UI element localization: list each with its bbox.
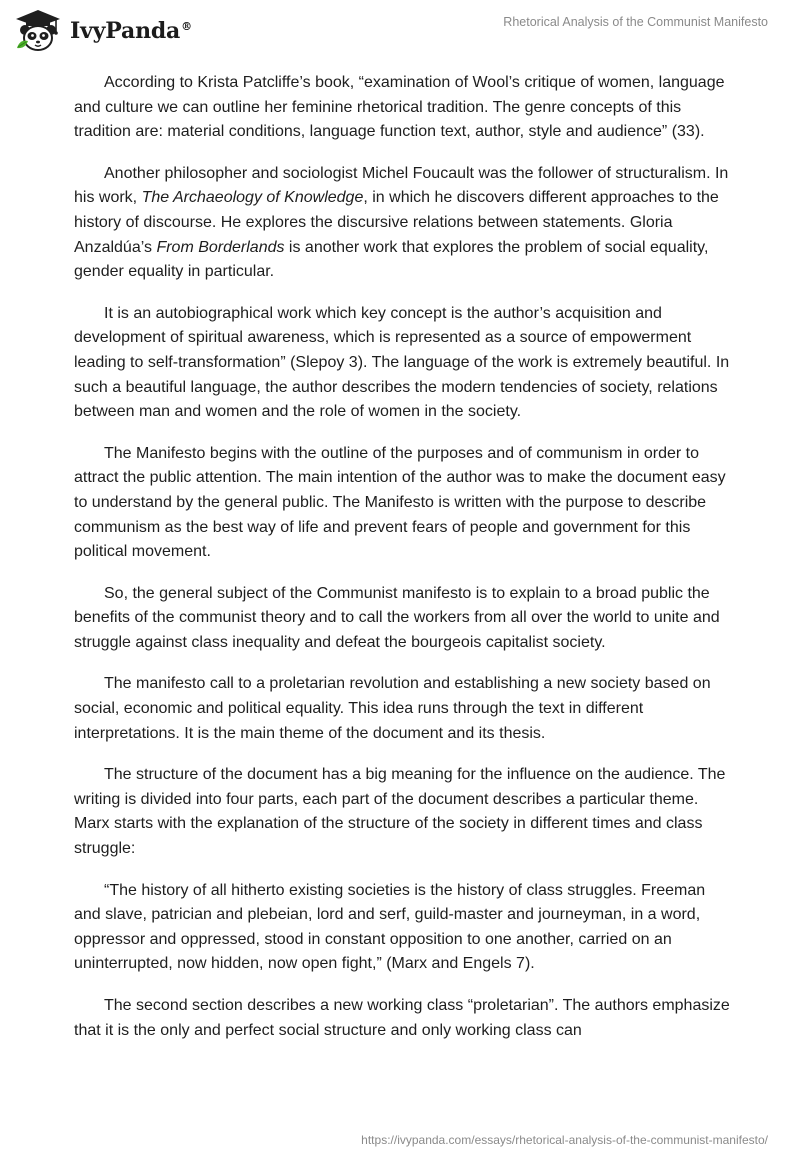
- block-quote-paragraph: [74, 879, 730, 977]
- body-paragraph: [74, 672, 730, 746]
- paragraph-text: The manifesto call to a proletarian revolution and establishing a new society based on social, economic and political equality. This idea runs through the text in different interpretations. It is the main theme of the document and its thesis.: [74, 675, 711, 742]
- source-url[interactable]: https://ivypanda.com/essays/rhetorical-analysis-of-the-communist-manifesto/: [361, 1133, 768, 1147]
- paragraph-text: , in which he discovers different approaches to the history of discourse. He explores the discursive relations between statements. Gloria Anzaldúa’s: [74, 189, 719, 256]
- paragraph-text: The second section describes a new working class “proletarian”. The authors emphasize that it is the only and perfect social structure and only working class can: [74, 997, 730, 1039]
- brand-name: IvyPanda®: [70, 18, 192, 44]
- body-paragraph: [74, 162, 730, 285]
- ivypanda-logo[interactable]: [14, 8, 192, 54]
- italic-title: From Borderlands: [156, 238, 285, 256]
- body-paragraph: [74, 442, 730, 565]
- italic-title: The Archaeology of Knowledge: [141, 189, 364, 207]
- paragraph-text: It is an autobiographical work which key concept is the author’s acquisition and development of spiritual awareness, which is represented as a source of empowerment leading to self-transformation” (Slepoy 3). The language of the work is extremely beautiful. In such a beautiful language, the author describes the modern tendencies of society, relations between man and women and the role of women in the society.: [74, 304, 730, 421]
- registered-mark: ®: [181, 19, 192, 33]
- body-paragraph: [74, 302, 730, 425]
- essay-body: [74, 71, 730, 1060]
- paragraph-text: is another work that explores the problem of social equality, gender equality in particular.: [74, 238, 709, 281]
- body-paragraph: [74, 71, 730, 145]
- body-paragraph: [74, 763, 730, 861]
- body-paragraph: [74, 994, 730, 1043]
- paragraph-text: Another philosopher and sociologist Michel Foucault was the follower of structuralism. In his work,: [74, 164, 729, 207]
- body-paragraph: [74, 582, 730, 656]
- paragraph-text: According to Krista Patcliffe’s book, “examination of Wool’s critique of women, language and culture we can outline her feminine rhetorical tradition. The genre concepts of this tradition are: material conditions, language function text, author, style and audience” (33).: [74, 74, 725, 141]
- paragraph-text: So, the general subject of the Communist manifesto is to explain to a broad public the benefits of the communist theory and to call the workers from all over the world to unite and struggle against class inequality and defeat the bourgeois capitalist society.: [74, 584, 720, 651]
- document-title: Rhetorical Analysis of the Communist Manifesto: [503, 15, 768, 29]
- paragraph-text: The Manifesto begins with the outline of the purposes and of communism in order to attract the public attention. The main intention of the author was to make the document easy to understand by the general public. The Manifesto is written with the purpose to describe communism as the best way of life and prevent fears of people and government for this political movement.: [74, 444, 726, 561]
- panda-graduation-icon: [14, 8, 62, 54]
- page-header: [0, 0, 800, 60]
- paragraph-text: “The history of all hitherto existing societies is the history of class struggles. Freeman and slave, patrician and plebeian, lord and serf, guild-master and journeyman, in a word, oppressor and oppressed, stood in constant opposition to one another, carried on an uninterrupted, now hidden, now open fight,” (Marx and Engels 7).: [74, 881, 706, 973]
- paragraph-text: The structure of the document has a big meaning for the influence on the audience. The writing is divided into four parts, each part of the document describes a particular theme. Marx starts with the explanation of the structure of the society in different times and class struggle:: [74, 766, 726, 858]
